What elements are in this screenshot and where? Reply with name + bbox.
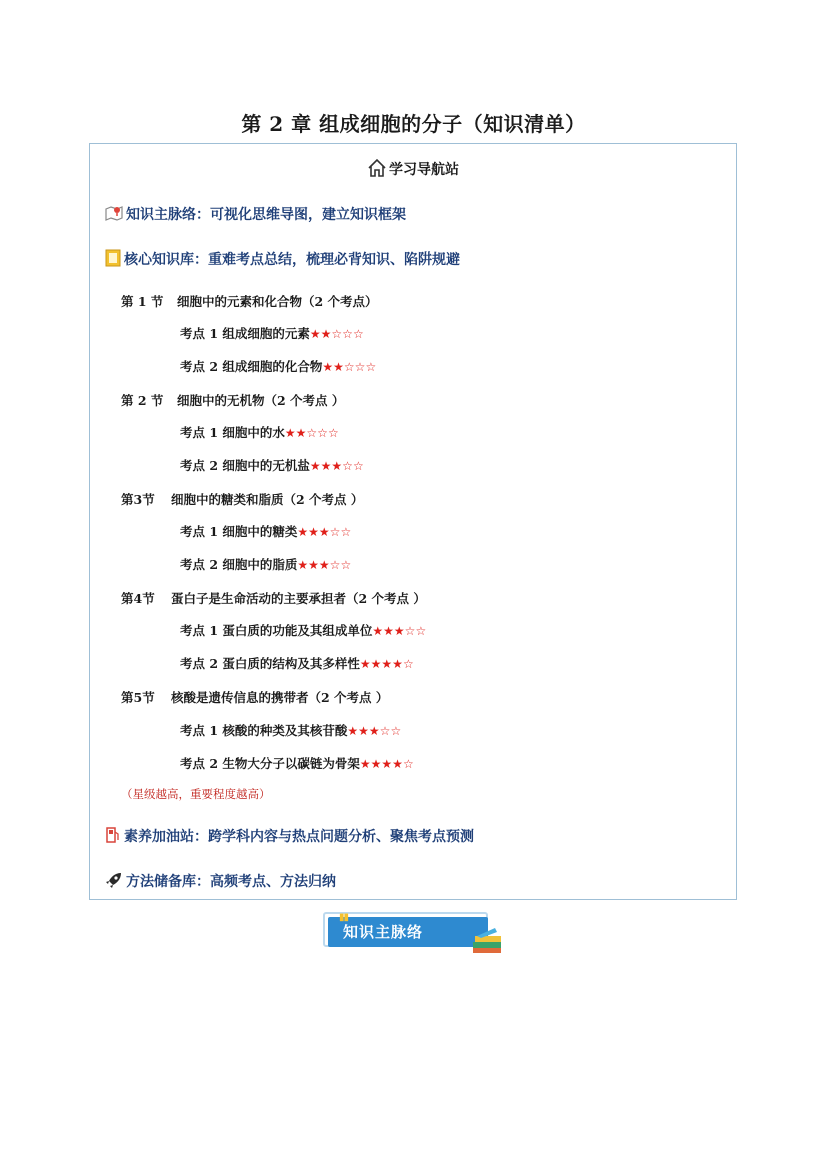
point-label: 考点 1 组成细胞的元素 — [180, 326, 310, 341]
fuel-icon — [105, 826, 121, 848]
star-rating: ★★★☆☆ — [347, 724, 402, 738]
point-1-1 — [180, 324, 364, 342]
star-rating: ★★★☆☆ — [297, 525, 352, 539]
row-label: 素养加油站： — [124, 829, 208, 845]
point-label: 考点 1 细胞中的糖类 — [180, 524, 298, 539]
book-icon — [105, 249, 121, 271]
section-number: 第4节 — [121, 591, 155, 606]
section-1 — [121, 292, 378, 310]
row-method-reserve — [105, 871, 336, 893]
section-title: 蛋白子是生命活动的主要承担者（2 个考点 ） — [171, 591, 426, 606]
section-number: 第 2 节 — [121, 393, 164, 408]
knowledge-map-banner — [323, 912, 503, 962]
section-4 — [121, 589, 426, 607]
section-number: 第5节 — [121, 690, 155, 705]
row-desc: 高频考点、方法归纳 — [210, 874, 336, 890]
learning-navigation-box — [89, 143, 737, 900]
point-1-2 — [180, 357, 376, 375]
section-3 — [121, 490, 363, 508]
row-desc: 跨学科内容与热点问题分析、聚焦考点预测 — [208, 829, 474, 845]
section-5 — [121, 688, 388, 706]
point-2-1 — [180, 423, 339, 441]
row-literacy-station — [105, 826, 474, 848]
row-label: 核心知识库： — [124, 252, 208, 268]
star-rating: ★★★☆☆ — [309, 459, 364, 473]
point-label: 考点 1 核酸的种类及其核苷酸 — [180, 723, 348, 738]
star-rating: ★★★★☆ — [359, 757, 414, 771]
section-number: 第3节 — [121, 492, 155, 507]
rocket-icon — [105, 871, 123, 893]
section-title: 细胞中的无机物（2 个考点 ） — [177, 393, 345, 408]
star-rating: ★★☆☆☆ — [309, 327, 364, 341]
page-title: 第 2 章 组成细胞的分子（知识清单） — [241, 112, 586, 136]
point-2-2 — [180, 456, 364, 474]
home-icon — [367, 158, 387, 182]
nav-header — [90, 158, 736, 182]
point-5-1 — [180, 721, 401, 739]
star-rating: ★★☆☆☆ — [284, 426, 339, 440]
section-2 — [121, 391, 344, 409]
point-label: 考点 1 蛋白质的功能及其组成单位 — [180, 623, 373, 638]
point-label: 考点 2 生物大分子以碳链为骨架 — [180, 756, 360, 771]
point-3-1 — [180, 522, 351, 540]
point-label: 考点 2 组成细胞的化合物 — [180, 359, 323, 374]
section-number: 第 1 节 — [121, 294, 164, 309]
banner-title: 知识主脉络 — [343, 923, 424, 941]
star-rating: ★★★☆☆ — [297, 558, 352, 572]
section-title: 核酸是遗传信息的携带者（2 个考点 ） — [171, 690, 389, 705]
point-3-2 — [180, 555, 351, 573]
section-title: 细胞中的糖类和脂质（2 个考点 ） — [171, 492, 364, 507]
row-desc: 重难考点总结，梳理必背知识、陷阱规避 — [208, 252, 460, 268]
map-pin-icon — [105, 204, 123, 226]
star-rating: ★★☆☆☆ — [322, 360, 377, 374]
row-knowledge-map — [105, 204, 406, 226]
section-title: 细胞中的元素和化合物（2 个考点） — [177, 294, 378, 309]
point-4-1 — [180, 621, 426, 639]
nav-header-label: 学习导航站 — [389, 162, 459, 178]
row-core-knowledge — [105, 249, 460, 271]
point-label: 考点 2 蛋白质的结构及其多样性 — [180, 656, 360, 671]
books-icon — [471, 926, 505, 958]
row-label: 方法储备库： — [126, 874, 210, 890]
star-rating: ★★★★☆ — [359, 657, 414, 671]
point-label: 考点 1 细胞中的水 — [180, 425, 285, 440]
point-5-2 — [180, 754, 414, 772]
row-desc: 可视化思维导图，建立知识框架 — [210, 207, 406, 223]
star-level-note: （星级越高，重要程度越高） — [121, 787, 271, 801]
row-label: 知识主脉络： — [126, 207, 210, 223]
star-rating: ★★★☆☆ — [372, 624, 427, 638]
point-4-2 — [180, 654, 414, 672]
banner-dots-icon: ▮▮ — [339, 912, 349, 923]
point-label: 考点 2 细胞中的无机盐 — [180, 458, 310, 473]
point-label: 考点 2 细胞中的脂质 — [180, 557, 298, 572]
